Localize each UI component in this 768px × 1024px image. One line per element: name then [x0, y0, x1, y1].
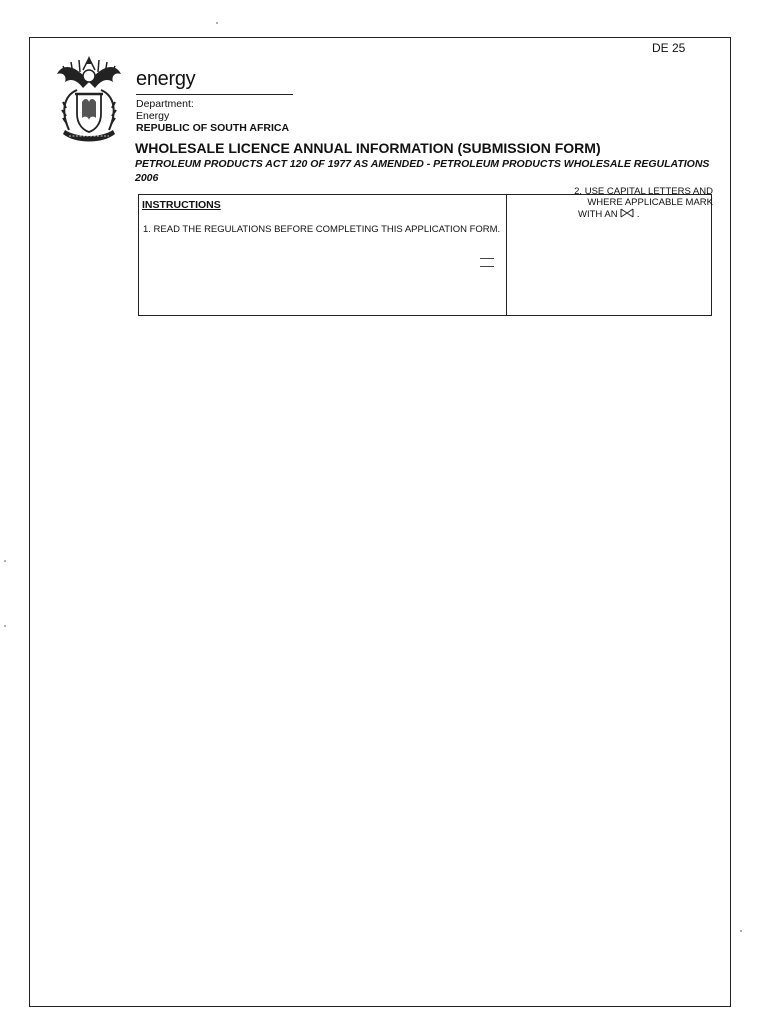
instruction-item-2: [565, 186, 713, 220]
dash-mark: [480, 266, 494, 267]
instructions-heading: INSTRUCTIONS: [142, 199, 221, 211]
instruction-item-2-line-1: 2. USE CAPITAL LETTERS AND: [574, 186, 713, 197]
scan-speck: [4, 560, 6, 562]
scan-speck: [4, 625, 6, 627]
instruction-item-2-line-3: WITH AN: [578, 209, 618, 220]
department-name: energy: [136, 68, 196, 90]
instructions-divider: [506, 195, 507, 315]
department-value: Energy: [136, 110, 170, 122]
instruction-item-2-line-2: WHERE APPLICABLE MARK: [587, 197, 713, 208]
form-subtitle: PETROLEUM PRODUCTS ACT 120 OF 1977 AS AMENDED - PETROLEUM PRODUCTS WHOLESALE REGULATIONS 2006: [135, 158, 710, 184]
instruction-item-1: 1. READ THE REGULATIONS BEFORE COMPLETING THIS APPLICATION FORM.: [143, 224, 501, 235]
form-code: DE 25: [652, 41, 686, 55]
instruction-item-2-line-3-wrap: [565, 208, 713, 220]
dash-mark: [480, 258, 494, 259]
coat-of-arms-icon: [53, 52, 125, 146]
country-name: REPUBLIC OF SOUTH AFRICA: [136, 122, 290, 134]
scan-speck: [740, 930, 742, 932]
department-label: Department:: [136, 98, 194, 110]
form-title: WHOLESALE LICENCE ANNUAL INFORMATION (SUBMISSION FORM): [135, 140, 601, 156]
x-box-mark-icon: [620, 208, 634, 218]
department-rule: [136, 94, 293, 95]
instruction-item-2-end: .: [636, 209, 640, 220]
scan-speck: [216, 22, 218, 24]
